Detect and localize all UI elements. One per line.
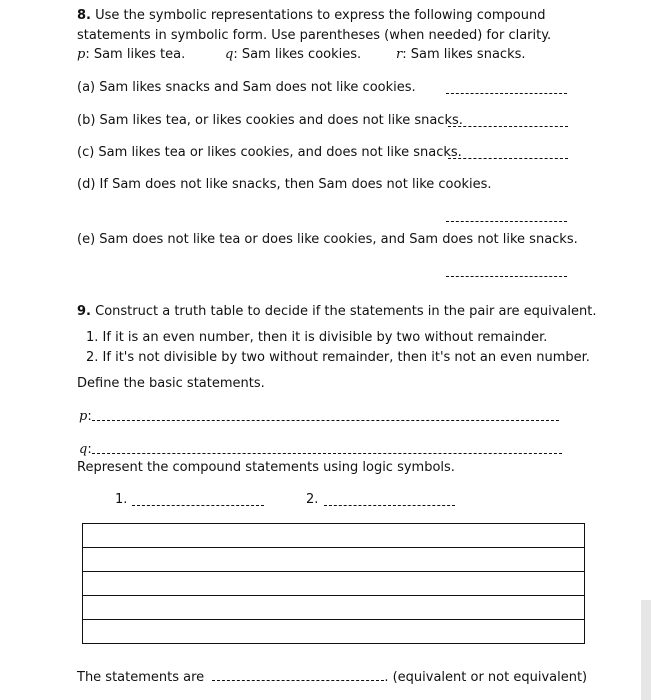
- symbolic-label-1: 1.: [115, 492, 128, 507]
- q8-number: 8.: [77, 8, 91, 23]
- define-label: Define the basic statements.: [77, 376, 265, 391]
- scrollbar[interactable]: [641, 600, 651, 700]
- def-r-var: r: [396, 47, 403, 62]
- def-q-text: : Sam likes cookies.: [233, 47, 362, 62]
- symbolic-blank-1[interactable]: [132, 505, 264, 506]
- truth-table-cell[interactable]: [83, 548, 585, 572]
- q9-statement-2: 2. If it's not divisible by two without remainder, then it's not an even number.: [86, 350, 590, 365]
- q8-part-b: (b) Sam likes tea, or likes cookies and does not like snacks.: [77, 113, 463, 128]
- conclusion-line: [77, 670, 587, 685]
- def-r-text: : Sam likes snacks.: [402, 47, 526, 62]
- symbolic-row-1: [115, 492, 127, 507]
- truth-table-row: [83, 596, 585, 620]
- p-definition-blank[interactable]: [92, 420, 559, 421]
- p-label: p: [79, 409, 88, 424]
- truth-table-row: [83, 524, 585, 548]
- answer-blank-d[interactable]: [446, 221, 567, 222]
- q9-prompt-text: Construct a truth table to decide if the statements in the pair are equivalent.: [95, 304, 597, 319]
- q9-number: 9.: [77, 304, 91, 319]
- answer-blank-e[interactable]: [446, 276, 567, 277]
- def-p: [77, 47, 185, 62]
- q-label: q: [79, 442, 88, 457]
- answer-blank-c[interactable]: [448, 158, 568, 159]
- q8-part-e: (e) Sam does not like tea or does like cookies, and Sam does not like snacks.: [77, 232, 578, 247]
- answer-blank-b[interactable]: [448, 126, 568, 127]
- truth-table-row: [83, 548, 585, 572]
- q8-prompt-line2: statements in symbolic form. Use parentheses (when needed) for clarity.: [77, 28, 552, 43]
- q8-prompt-text: Use the symbolic representations to express the following compound: [95, 8, 546, 23]
- truth-table-cell[interactable]: [83, 524, 585, 548]
- q9-statement-1: 1. If it is an even number, then it is divisible by two without remainder.: [86, 330, 548, 345]
- p-definition-row: p:: [79, 409, 92, 424]
- symbolic-label-2: 2.: [306, 492, 319, 507]
- def-r: [396, 47, 526, 62]
- conclusion-prefix: The statements are: [77, 670, 205, 685]
- def-p-var: p: [77, 47, 86, 62]
- conclusion-blank[interactable]: [212, 680, 384, 681]
- q8-prompt-line1: [77, 8, 545, 23]
- q9-prompt: [77, 304, 596, 319]
- q8-part-d: (d) If Sam does not like snacks, then Sam does not like cookies.: [77, 177, 492, 192]
- truth-table-cell[interactable]: [83, 620, 585, 644]
- truth-table-cell[interactable]: [83, 596, 585, 620]
- def-q: [225, 47, 361, 62]
- truth-table-cell[interactable]: [83, 572, 585, 596]
- q8-part-a: (a) Sam likes snacks and Sam does not like cookies.: [77, 80, 416, 95]
- def-q-var: q: [225, 47, 234, 62]
- conclusion-suffix: . (equivalent or not equivalent): [384, 670, 588, 685]
- q-definition-row: q:: [79, 442, 92, 457]
- def-p-text: : Sam likes tea.: [85, 47, 186, 62]
- truth-table-row: [83, 572, 585, 596]
- truth-table: [82, 523, 585, 644]
- represent-label: Represent the compound statements using logic symbols.: [77, 460, 455, 475]
- symbolic-row-2: [306, 492, 318, 507]
- answer-blank-a[interactable]: [446, 93, 567, 94]
- q-definition-blank[interactable]: [92, 453, 562, 454]
- q8-part-c: (c) Sam likes tea or likes cookies, and does not like snacks.: [77, 145, 462, 160]
- truth-table-row: [83, 620, 585, 644]
- symbolic-blank-2[interactable]: [324, 505, 455, 506]
